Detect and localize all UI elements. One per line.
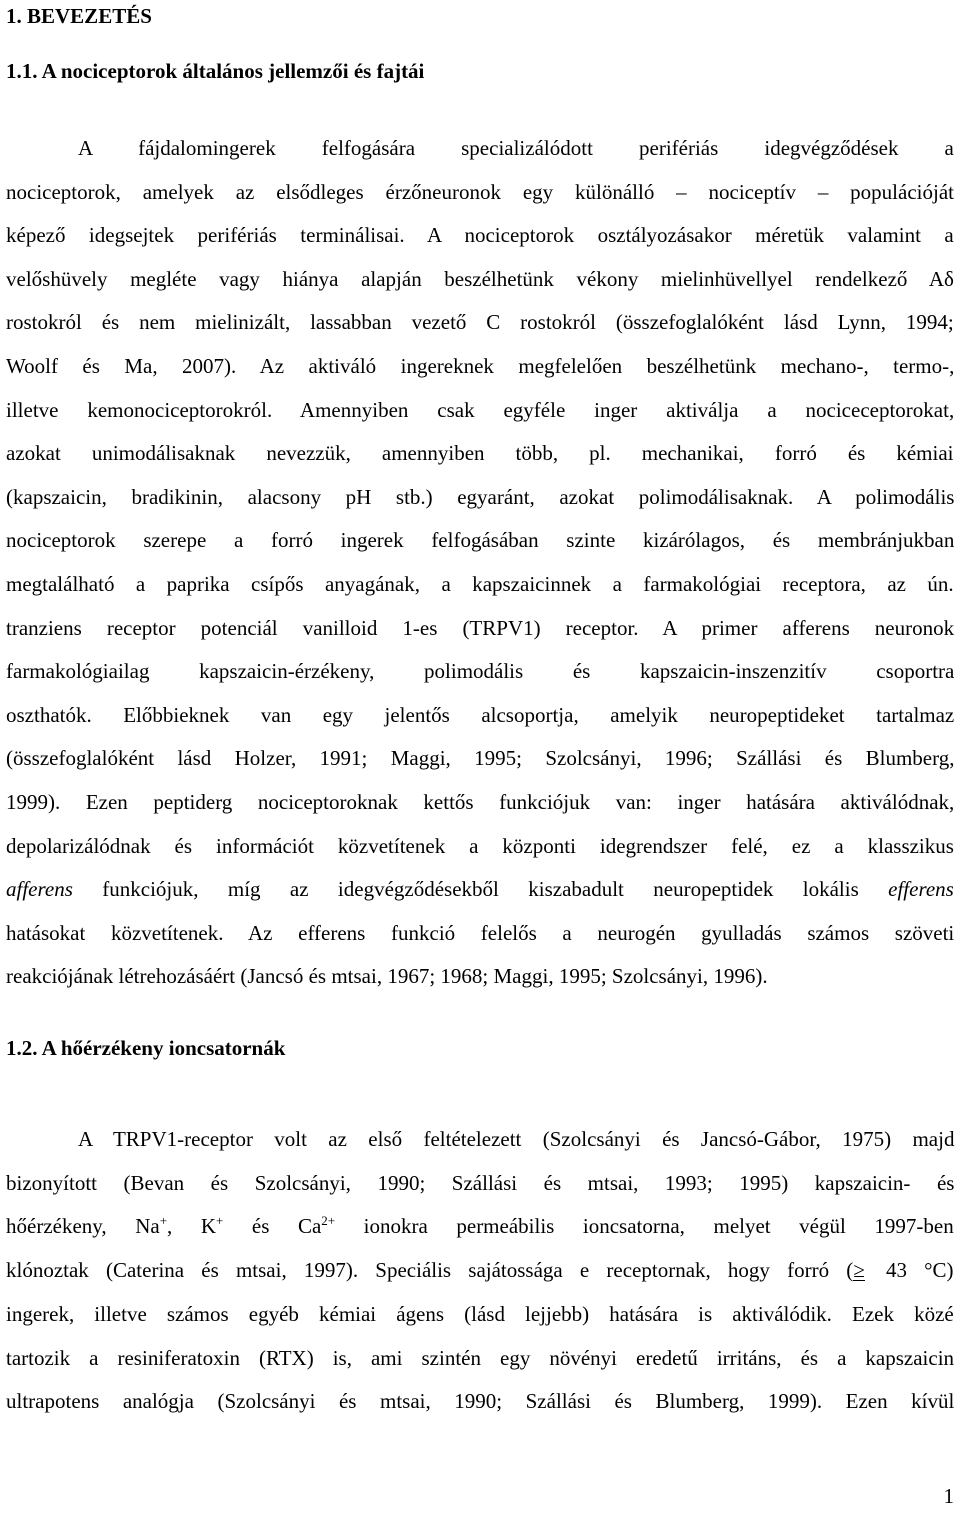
paragraph-line: (kapszaicin, bradikinin, alacsony pH stb.) egyaránt, azokat polimodálisaknak. A polimodális <box>6 484 955 509</box>
chapter-heading: 1. BEVEZETÉS <box>6 4 152 28</box>
temperature-text-b: 43 °C) <box>868 1258 954 1283</box>
paragraph-line: 1999). Ezen peptiderg nociceptoroknak kettős funkciójuk van: inger hatására aktiválódnak, <box>6 789 955 814</box>
paragraph-line: nociceptorok, amelyek az elsődleges érzőneuronok egy különálló – nociceptív – populációját <box>6 179 954 204</box>
section-heading-1-1: 1.1. A nociceptorok általános jellemzői és fajtái <box>6 59 425 83</box>
paragraph-line-ions <box>6 1205 954 1249</box>
temperature-text-a: klónoztak (Caterina és mtsai, 1997). Speciális sajátossága e receptornak, hogy forró ( <box>6 1258 854 1283</box>
paragraph-line-afferens <box>6 868 954 912</box>
paragraph-line: hatásokat közvetítenek. Az efferens funkció felelős a neurogén gyulladás számos szöveti <box>6 920 955 945</box>
paragraph-line: bizonyított (Bevan és Szolcsányi, 1990; Szállási és mtsai, 1993; 1995) kapszaicin- és <box>6 1170 955 1195</box>
greater-equal-symbol: ≥ <box>853 1258 865 1283</box>
afferens-line-middle: funkciójuk, míg az idegvégződésekből kiszabadult neuropeptidek lokális <box>72 877 889 902</box>
paragraph-line: depolarizálódnak és információt közvetítenek a központi idegrendszer felé, ez a klasszikus <box>6 833 954 858</box>
paragraph-line: velőshüvely megléte vagy hiánya alapján beszélhetünk vékony mielinhüvellyel rendelkező Aδ <box>6 266 954 291</box>
ions-text-d: ionokra permeábilis ioncsatorna, melyet végül 1997-ben <box>335 1214 954 1239</box>
sodium-charge: + <box>159 1213 168 1229</box>
paragraph-line: rostokról és nem mielinizált, lassabban vezető C rostokról (összefoglalóként lásd Lynn, 1994; <box>6 310 954 335</box>
page-number: 1 <box>943 1484 954 1508</box>
afferens-term: afferens <box>6 877 73 902</box>
section-1-1-paragraph <box>6 127 954 999</box>
calcium-charge: 2+ <box>321 1213 336 1229</box>
ions-text-c: és Ca <box>223 1214 322 1239</box>
potassium-charge: + <box>216 1213 224 1229</box>
paragraph-line: ingerek, illetve számos egyéb kémiai ágens (lásd lejjebb) hatására is aktiválódik. Ezek közé <box>6 1301 954 1326</box>
paragraph-line: farmakológiailag kapszaicin-érzékeny, polimodális és kapszaicin-inszenzitív csoportra <box>6 659 955 684</box>
paragraph-line: megtalálható a paprika csípős anyagának, a kapszaicinnek a farmakológiai receptora, az ún. <box>6 571 954 596</box>
paragraph-line: oszthatók. Előbbieknek van egy jelentős alcsoportja, amelyik neuropeptideket tartalmaz <box>6 702 955 727</box>
paragraph-line: nociceptorok szerepe a forró ingerek felfogásában szinte kizárólagos, és membránjukban <box>6 528 955 553</box>
ions-text-a: hőérzékeny, Na <box>6 1214 160 1239</box>
section-1-2-paragraph <box>6 1118 954 1424</box>
paragraph-line: reakciójának létrehozásáért (Jancsó és mtsai, 1967; 1968; Maggi, 1995; Szolcsányi, 1996). <box>6 964 768 989</box>
paragraph-line: Woolf és Ma, 2007). Az aktiváló ingereknek megfelelően beszélhetünk mechano-, termo-, <box>6 353 955 378</box>
paragraph-line: A TRPV1-receptor volt az első feltételezett (Szolcsányi és Jancsó-Gábor, 1975) majd <box>78 1127 955 1151</box>
paragraph-line: képező idegsejtek perifériás terminálisai. A nociceptorok osztályozásakor méretük valamint a <box>6 223 954 248</box>
paragraph-line: illetve kemonociceptorokról. Amennyiben csak egyféle inger aktiválja a nociceceptorokat, <box>6 397 955 422</box>
paragraph-line: tartozik a resiniferatoxin (RTX) is, ami szintén egy növényi eredetű irritáns, és a kapszaicin <box>6 1345 955 1370</box>
section-heading-1-2: 1.2. A hőérzékeny ioncsatornák <box>6 1036 286 1060</box>
paragraph-line: azokat unimodálisaknak nevezzük, amennyiben több, pl. mechanikai, forró és kémiai <box>6 441 954 466</box>
ions-text-b: , K <box>167 1214 217 1239</box>
paragraph-line: A fájdalomingerek felfogására specializálódott perifériás idegvégződések a <box>78 136 954 160</box>
paragraph-line-temperature <box>6 1249 954 1293</box>
paragraph-line: (összefoglalóként lásd Holzer, 1991; Maggi, 1995; Szolcsányi, 1996; Szállási és Blumberg, <box>6 746 955 771</box>
paragraph-line: ultrapotens analógja (Szolcsányi és mtsai, 1990; Szállási és Blumberg, 1999). Ezen kívül <box>6 1389 955 1414</box>
efferens-term: efferens <box>888 877 954 902</box>
paragraph-line: tranziens receptor potenciál vanilloid 1-es (TRPV1) receptor. A primer afferens neuronok <box>6 615 955 640</box>
